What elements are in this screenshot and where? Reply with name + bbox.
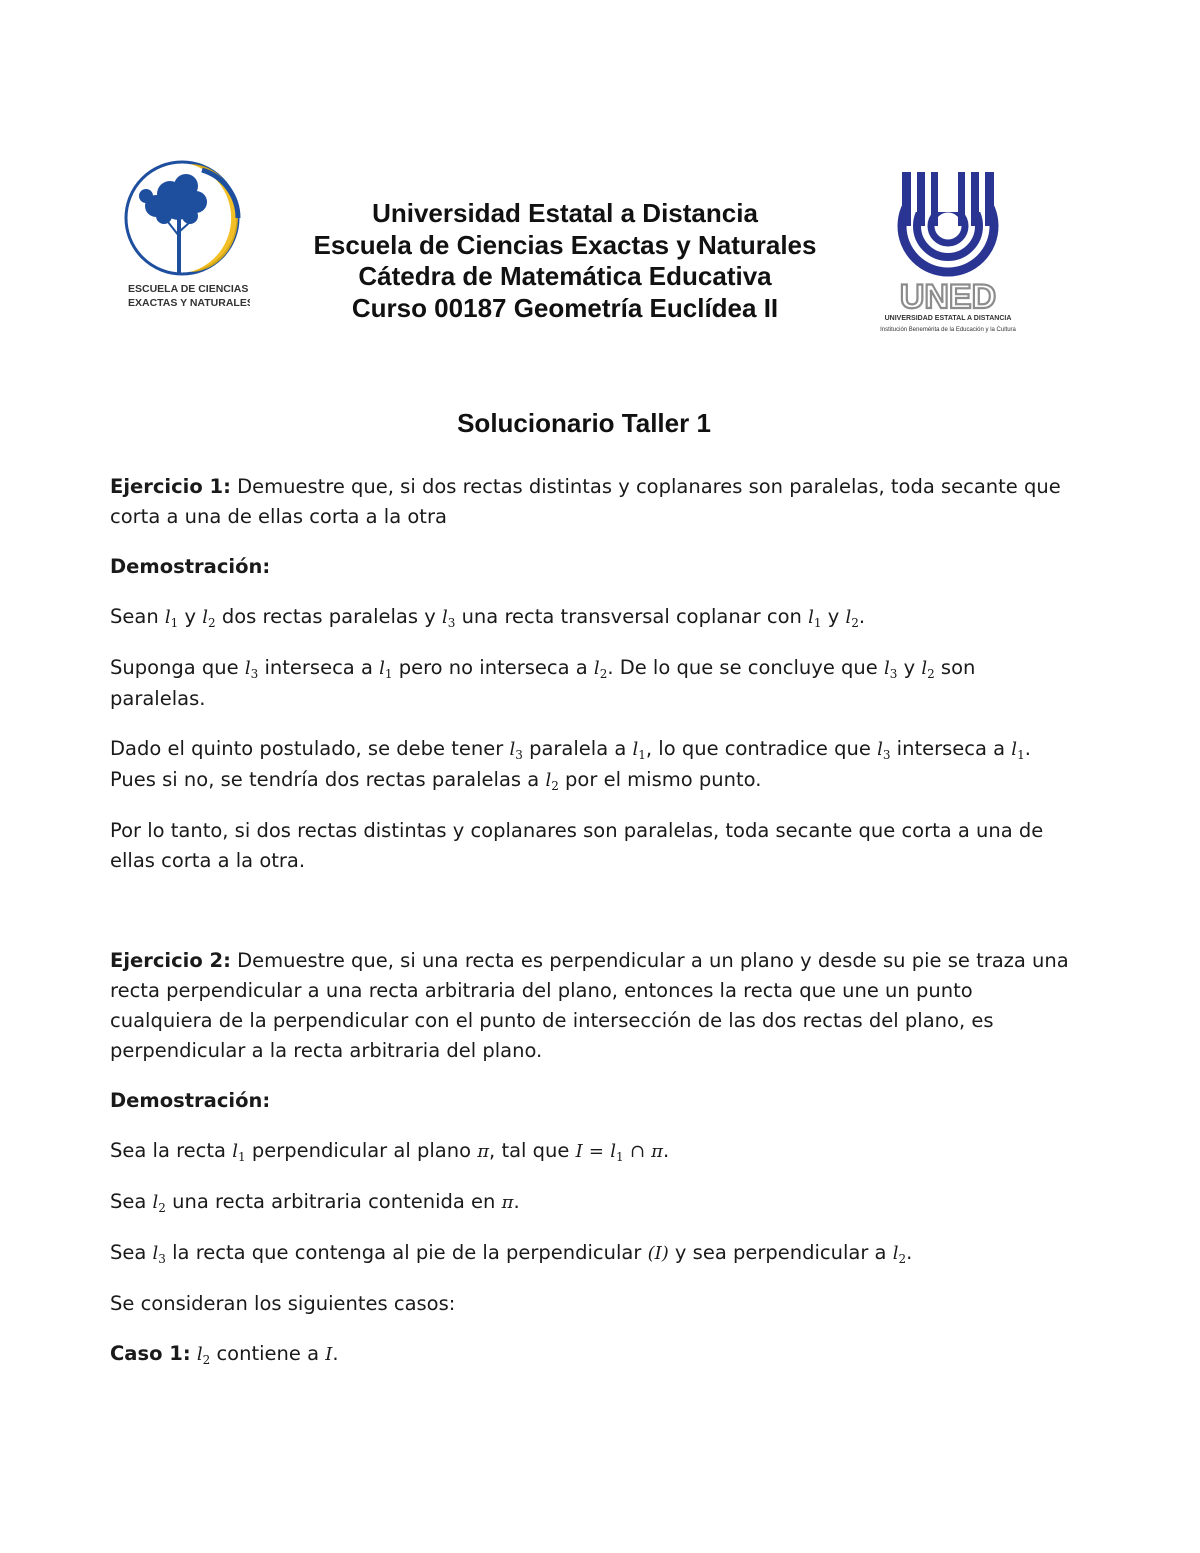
university-name: Universidad Estatal a Distancia — [372, 198, 758, 228]
ejercicio-1-paragraph-1: Sean $l_1$ y $l_2$ dos rectas paralelas y $l_3$ una recta transversal coplanar con $l_1$ y $l_2$. — [110, 605, 866, 630]
ejercicio-2-label: Ejercicio 2: — [110, 949, 231, 972]
institution-heading — [260, 198, 870, 324]
caso-1: Caso 1: $l_2$ contiene a I. — [110, 1342, 339, 1367]
escuela-ciencias-logo — [120, 156, 250, 316]
ejercicio-2-paragraph-1: Sea la recta $l_1$ perpendicular al plano π, tal que $I = l_1$ ∩ π. — [110, 1139, 670, 1164]
ejercicio-2-paragraph-4: Se consideran los siguientes casos: — [110, 1292, 456, 1315]
school-name: Escuela de Ciencias Exactas y Naturales — [313, 229, 817, 260]
logo-left-text-1: ESCUELA DE CIENCIAS — [128, 283, 249, 295]
uned-subtitle: UNIVERSIDAD ESTATAL A DISTANCIA — [884, 315, 1012, 322]
ejercicio-2-paragraph-2: Sea $l_2$ una recta arbitraria contenida en π. — [110, 1190, 520, 1215]
department-name: Cátedra de Matemática Educativa — [358, 261, 772, 291]
ejercicio-1-statement — [110, 472, 1070, 532]
course-name: Curso 00187 Geometría Euclídea II — [351, 292, 779, 323]
ejercicio-2-paragraph-3: Sea $l_3$ la recta que contenga al pie de la perpendicular (I) y sea perpendicular a $l_2$. — [110, 1241, 913, 1266]
document-title: Solucionario Taller 1 — [457, 408, 711, 438]
ejercicio-1-label: Ejercicio 1: — [110, 475, 231, 498]
logo-left-text-2: EXACTAS Y NATURALES — [128, 297, 250, 309]
ejercicio-1-conclusion: Por lo tanto, si dos rectas distintas y coplanares son paralelas, toda secante que corta a una de ellas corta a la otra. — [110, 819, 1044, 872]
ejercicio-1-paragraph-2: Suponga que $l_3$ interseca a $l_1$ pero no interseca a $l_2$. De lo que se concluye que $l_3$ y $l_2$ son paralelas. — [110, 656, 976, 710]
uned-emblem-icon — [870, 160, 1030, 335]
document-body — [110, 472, 1070, 1370]
uned-wordmark: UNED — [899, 278, 997, 316]
demostracion-1-heading: Demostración: — [110, 555, 271, 578]
ejercicio-2-statement — [110, 946, 1070, 1066]
ejercicio-1-text: Demuestre que, si dos rectas distintas y coplanares son paralelas, toda secante que corta a una de ellas corta a la otra — [110, 475, 1061, 528]
demostracion-2-heading: Demostración: — [110, 1089, 271, 1112]
tree-emblem-icon — [120, 156, 250, 316]
document-header — [0, 150, 1200, 340]
ejercicio-1-paragraph-3: Dado el quinto postulado, se debe tener $l_3$ paralela a $l_1$, lo que contradice que $l_3$ interseca a $l_1$. Pues si no, se tendría dos rectas paralelas a $l_2$ por el mismo punto. — [110, 737, 1031, 793]
uned-tagline: Institución Benemérita de la Educación y la Cultura — [880, 327, 1016, 333]
uned-logo — [870, 160, 1030, 335]
caso-1-label: Caso 1: — [110, 1342, 191, 1365]
ejercicio-2-text: Demuestre que, si una recta es perpendicular a un plano y desde su pie se traza una recta perpendicular a una recta arbitraria del plano, entonces la recta que une un punto cualquiera de la perpendicular con el punto de intersección de las dos rectas del plano, es perpendicular a la recta arbitraria del plano. — [110, 949, 1069, 1062]
